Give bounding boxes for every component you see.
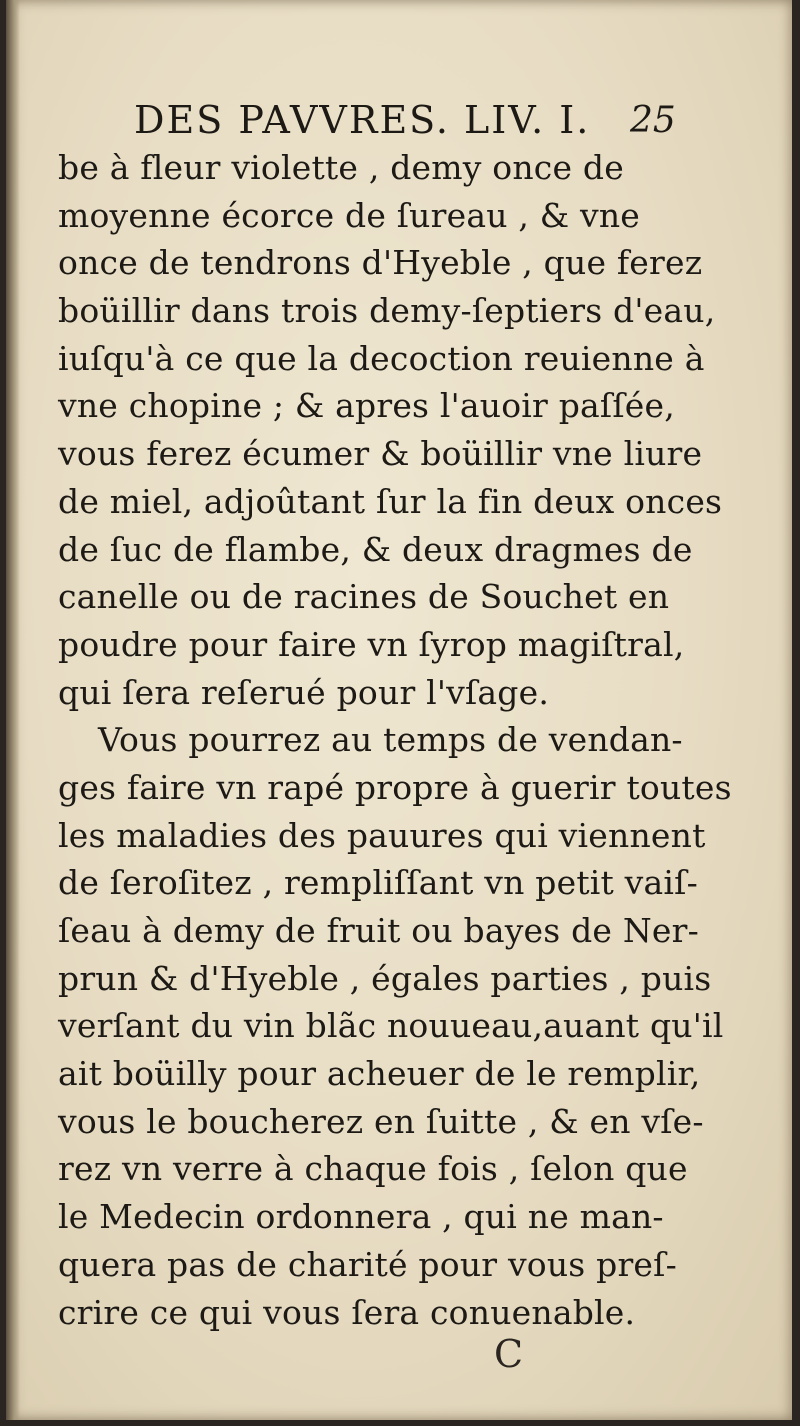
text-line: vous le boucherez en ſuitte , & en vſe- xyxy=(58,1101,704,1141)
paragraph-start-line: Vous pourrez au temps de vendan- xyxy=(98,720,683,760)
text-line: moyenne écorce de ſureau , & vne xyxy=(58,195,641,235)
text-line: canelle ou de racines de Souchet en xyxy=(58,577,670,617)
text-line: les maladies des pauures qui viennent xyxy=(58,815,706,855)
text-line: de ſeroſitez , rempliſſant vn petit vaiſ- xyxy=(58,863,698,903)
text-line: iuſqu'à ce que la decoction reuienne à xyxy=(58,338,705,378)
text-line: ſeau à demy de fruit ou bayes de Ner- xyxy=(58,911,699,950)
running-head xyxy=(6,98,792,146)
text-line: prun & d'Hyeble , égales parties , puis xyxy=(58,958,712,998)
catchword: C xyxy=(494,1332,524,1376)
text-line: de ſuc de flambe, & deux dragmes de xyxy=(58,529,693,569)
page-number: 25 xyxy=(630,100,676,141)
text-line: be à fleur violette , demy once de xyxy=(58,148,624,187)
text-line: verſant du vin blãc nouueau,auant qu'il xyxy=(58,1006,724,1046)
text-line: rez vn verre à chaque fois , ſelon que xyxy=(58,1149,688,1189)
book-page xyxy=(6,0,792,1420)
text-block xyxy=(58,144,732,1336)
text-line: le Medecin ordonnera , qui ne man- xyxy=(58,1197,664,1237)
running-head-title: DES PAVVRES. LIV. I. xyxy=(134,98,591,142)
text-line: vne chopine ; & apres l'auoir paſſée, xyxy=(58,386,675,426)
page-spine-shadow xyxy=(6,0,20,1420)
text-line: once de tendrons d'Hyeble , que ferez xyxy=(58,243,703,283)
text-line: boüillir dans trois demy-ſeptiers d'eau, xyxy=(58,291,716,331)
text-line: ges faire vn rapé propre à guerir toutes xyxy=(58,767,732,807)
text-line: crire ce qui vous ſera conuenable. xyxy=(58,1292,636,1332)
text-line: poudre pour faire vn ſyrop magiſtral, xyxy=(58,624,685,664)
text-line: de miel, adjoûtant ſur la fin deux onces xyxy=(58,481,723,521)
text-line: ait boüilly pour acheuer de le remplir, xyxy=(58,1054,701,1094)
text-line: vous ferez écumer & boüillir vne liure xyxy=(58,434,703,474)
text-line: quera pas de charité pour vous preſ- xyxy=(58,1244,677,1284)
text-line: qui ſera reſerué pour l'vſage. xyxy=(58,672,550,712)
